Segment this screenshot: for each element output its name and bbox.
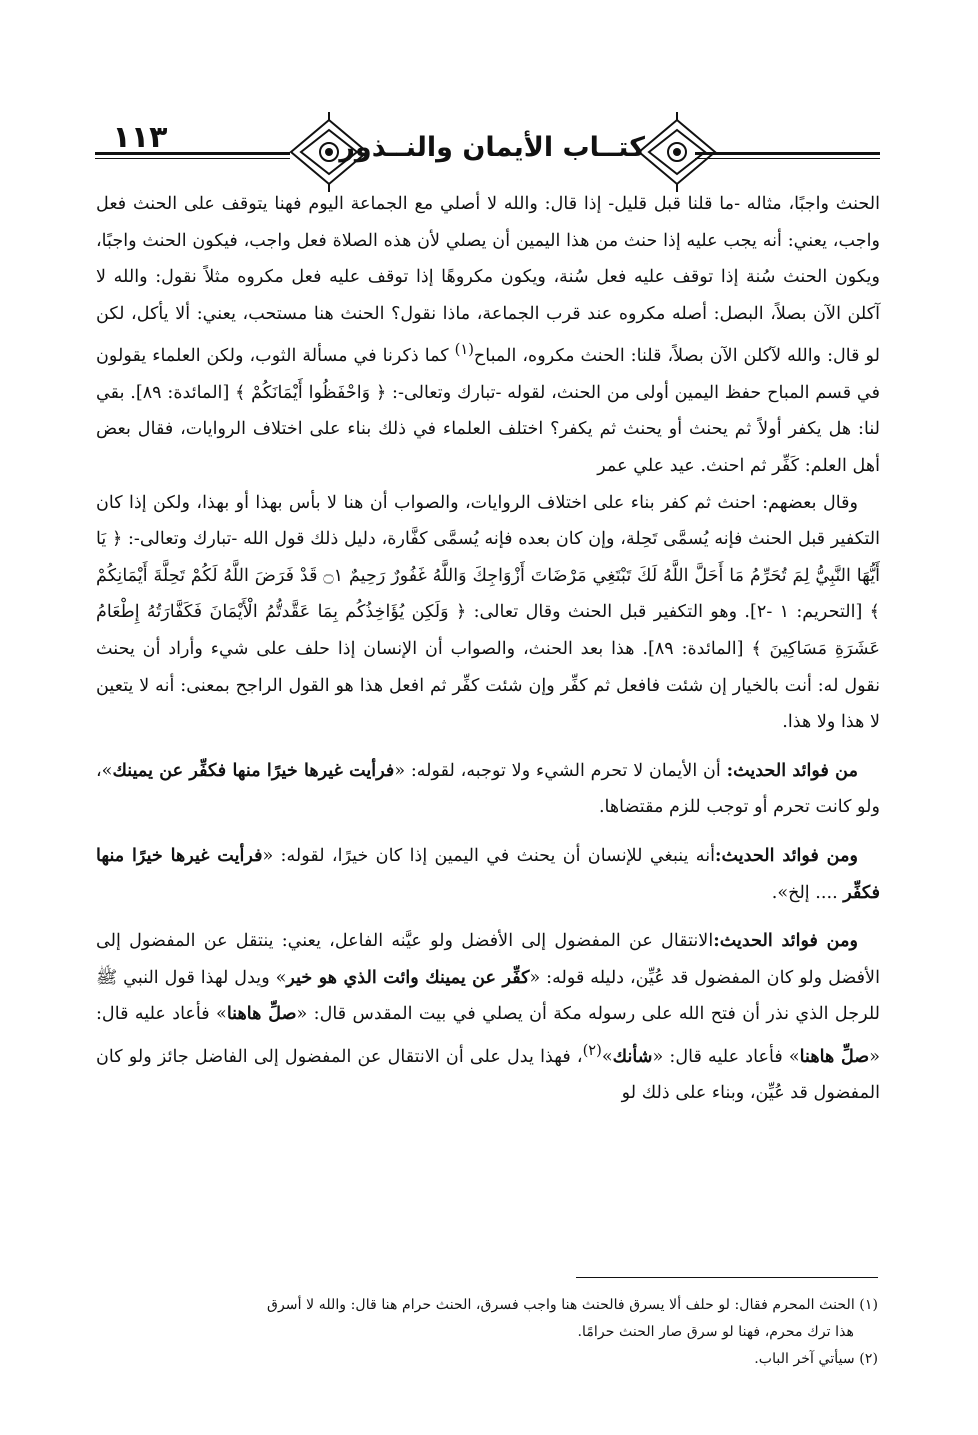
benefit-label: من فوائد الحديث: bbox=[726, 759, 858, 781]
footnote-1-continued: هذا ترك محرم، فهنا لو سرق صار الحنث حرامًا. bbox=[577, 1324, 854, 1340]
hadith-quote: شأنك bbox=[612, 1045, 653, 1067]
footnote-ref-2: (٢) bbox=[582, 1041, 602, 1059]
page-number: ١١٣ bbox=[112, 120, 168, 155]
hadith-quote: فرأيت غيرها خيرًا منها فكفِّر عن يمينك bbox=[112, 759, 395, 781]
footnote-separator bbox=[576, 1277, 878, 1278]
paragraph-2: وقال بعضهم: احنث ثم كفر بناء على اختلاف الروايات، والصواب أن هنا لا بأس بهذا أو بهذا، ولكن إذا كان التكفير قبل الحنث فإنه يُسمَّى تَحِلة، وإن كان بعده فإنه يُسمَّى كفَّارة، دليل ذلك قول الله -تبارك وتعالى-: ﴿ يَا أَيُّهَا النَّبِيُّ لِمَ تُحَرِّمُ مَا أَحَلَّ اللَّهُ لَكَ تَبْتَغِي مَرْضَاتَ أَزْوَاجِكَ وَاللَّهُ غَفُورٌ رَحِيمٌ ۝١ قَدْ فَرَضَ اللَّهُ لَكُمْ تَحِلَّةَ أَيْمَانِكُمْ ﴾ [التحريم: ١ -٢]. وهو التكفير قبل الحنث وقال تعالى: ﴿ وَلَكِن يُؤَاخِذُكُم بِمَا عَقَّدتُّمُ الْأَيْمَانَ فَكَفَّارَتُهُ إِطْعَامُ عَشَرَةِ مَسَاكِينَ ﴾ [المائدة: ٨٩]. هذا بعد الحنث، والصواب أن الإنسان إذا حلف على شيء وأراد أن يحنث نقول له: أنت بالخيار إن شئت فافعل ثم كفِّر وإن شئت كفِّر ثم افعل هذا هو القول الراجح بمعنى: أنه لا يتعين لا هذا ولا هذا. bbox=[96, 492, 880, 733]
footnote-1: (١) الحنث المحرم فقال: لو حلف ألا يسرق فالحنث هنا واجب فسرق، الحنث حرام هنا قال: والله لا أسرق bbox=[266, 1297, 878, 1313]
paragraph-5: ومن فوائد الحديث:الانتقال عن المفضول إلى الأفضل ولو عيَّنه الفاعل، يعني: ينتقل عن المفضول إلى الأفضل ولو كان المفضول قد عُيِّن، دليله قوله: «كفِّر عن يمينك وائت الذي هو خير» ويدل لهذا قول النبي ﷺ للرجل الذي نذر أن فتح الله على رسوله مكة أن يصلي في بيت المقدس قال: «صلِّ هاهنا» فأعاد عليه قال: «صلِّ هاهنا» فأعاد عليه قال: «شأنك»$^{(٢)}$، فهذا يدل على أن الانتقال عن المفضول إلى الفاضل جائز ولو كان المفضول قد عُيِّن، وبناء على ذلك لو bbox=[96, 930, 881, 1104]
benefit-label: ومن فوائد الحديث: bbox=[715, 844, 858, 866]
hadith-quote: صلِّ هاهنا bbox=[799, 1045, 870, 1067]
footnote-ref-1: (١) bbox=[454, 341, 474, 359]
paragraph-3: من فوائد الحديث: أن الأيمان لا تحرم الشيء ولا توجبه، لقوله: «فرأيت غيرها خيرًا منها فكفِّر عن يمينك»، ولو كانت تحرم أو توجب للزم مقتضاها. bbox=[96, 759, 880, 818]
hadith-quote: كفِّر عن يمينك وائت الذي هو خير bbox=[286, 966, 530, 988]
book-title: كتــاب الأيمان والنــذور bbox=[339, 132, 645, 163]
hadith-quote: فرأيت غيرها خيرًا منها فكفِّر bbox=[96, 844, 880, 903]
header-rule-left-thin bbox=[95, 158, 290, 159]
header-rule-left bbox=[95, 152, 290, 155]
header-rule-right bbox=[695, 152, 880, 155]
paragraph-1: الحنث واجبًا، مثاله -ما قلنا قبل قليل- إذا قال: والله لا أصلي مع الجماعة اليوم فهنا يتوقف على الحنث فعل واجب، يعني: أنه يجب عليه إذا حنث من هذا اليمين أن يصلي لأن هذه الصلاة فعل واجب، فيكون الحنث واجبًا، ويكون الحنث سُنة إذا توقف عليه فعل سُنة، ويكون مكروهًا إذا توقف عليه فعل مكروه مثلاً نقول: والله لا آكلن الآن بصلاً، البصل: أصله مكروه عند قرب الجماعة، ماذا نقول؟ الحنث هنا مستحب، يعني: ألا يأكل، لكن لو قال: والله لآكلن الآن بصلاً، قلنا: الحنث مكروه، المباح$^{(١)}$ كما ذكرنا في مسألة الثوب، ولكن العلماء يقولون في قسم المباح حفظ اليمين أولى من الحنث، لقوله -تبارك وتعالى-: ﴿ وَاحْفَظُوا أَيْمَانَكُمْ ﴾ [المائدة: ٨٩]. بقي لنا: هل يكفر أولاً ثم يحنث أو يحنث ثم يكفر؟ اختلف العلماء في ذلك بناء على اختلاف الروايات، فقال بعض أهل العلم: كَفِّر ثم احنث. عيد علي عمر bbox=[96, 194, 880, 477]
footnotes bbox=[96, 1292, 878, 1373]
main-text bbox=[96, 186, 880, 1112]
benefit-label: ومن فوائد الحديث: bbox=[713, 930, 858, 952]
header-rule-right-thin bbox=[695, 158, 880, 159]
page-header bbox=[95, 112, 880, 192]
footnote-2: (٢) سيأتي آخر الباب. bbox=[754, 1351, 878, 1367]
hadith-quote: صلِّ هاهنا bbox=[226, 1003, 297, 1025]
paragraph-4: ومن فوائد الحديث:أنه ينبغي للإنسان أن يحنث في اليمين إذا كان خيرًا، لقوله: «فرأيت غيرها خيرًا منها فكفِّر .... إلخ». bbox=[96, 844, 880, 903]
